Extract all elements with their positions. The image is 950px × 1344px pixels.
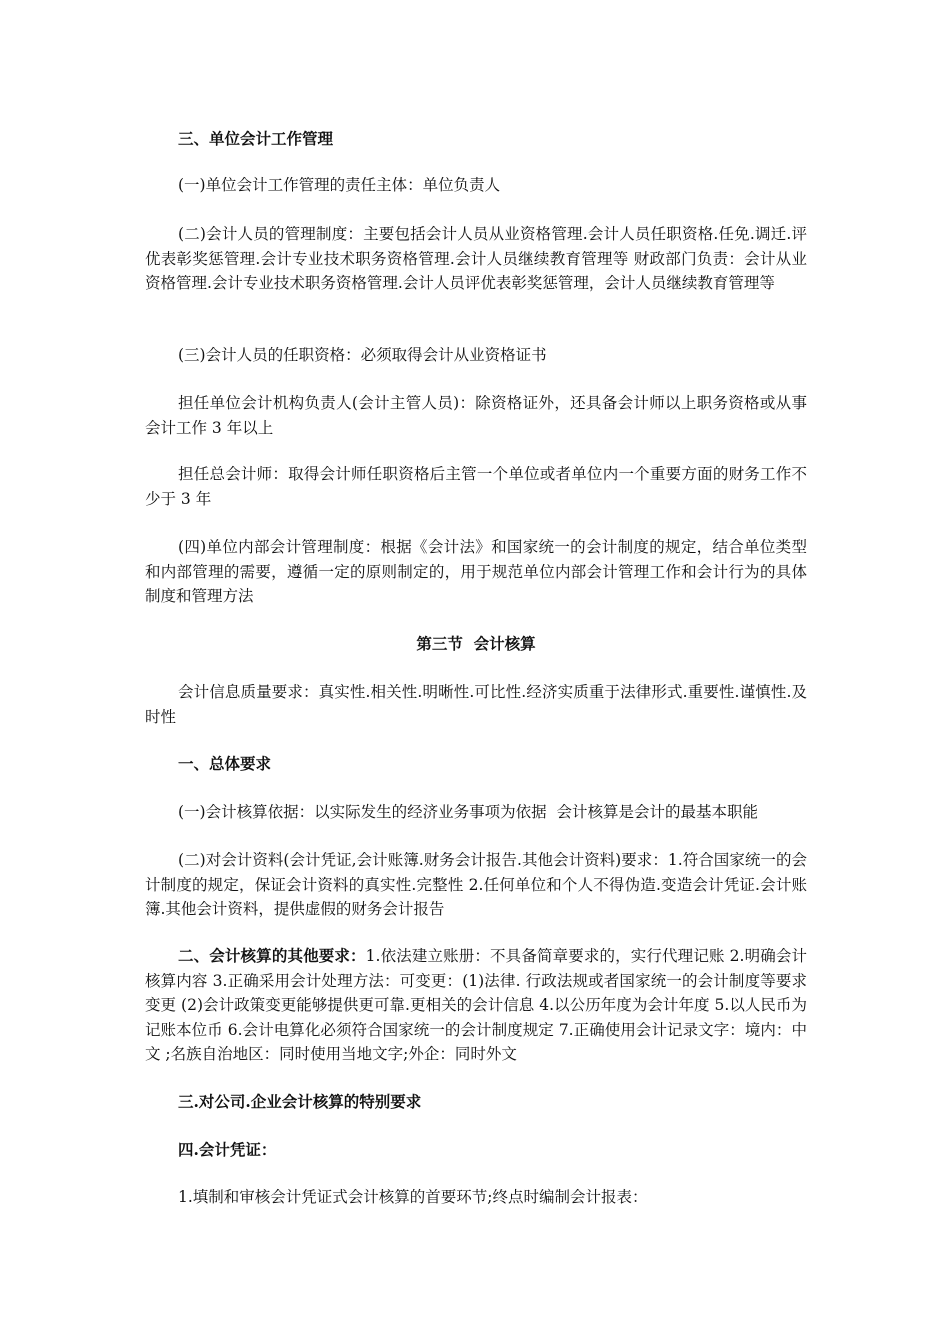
paragraph-responsible-subject: (一)单位会计工作管理的责任主体：单位负责人: [178, 176, 501, 194]
paragraph-internal-rules: (四)单位内部会计管理制度：根据《会计法》和国家统一的会计制度的规定，结合单位类型和内部管理的需要，遵循一定的原则制定的，用于规范单位内部会计管理工作和会计行为的具体制度和管理方法: [145, 538, 807, 605]
heading-company-requirements: 三.对公司.企业会计核算的特别要求: [178, 1092, 422, 1111]
heading-unit-accounting-management: 三、单位会计工作管理: [178, 129, 334, 148]
paragraph-personnel-management: (二)会计人员的管理制度：主要包括会计人员从业资格管理.会计人员任职资格.任免.调迁.评优表彰奖惩管理.会计专业技术职务资格管理.会计人员继续教育管理等 财政部门负责：会计从业资格管理.会计专业技术职务资格管理.会计人员评优表彰奖惩管理，会计人员继续教育管理等: [145, 225, 807, 292]
section-title-accounting: 第三节 会计核算: [416, 634, 536, 653]
paragraph-accounting-basis: (一)会计核算依据：以实际发生的经济业务事项为依据 会计核算是会计的最基本职能: [178, 803, 758, 821]
heading-other-requirements: 二、会计核算的其他要求：: [178, 946, 366, 965]
paragraph-chief-accountant: 担任总会计师：取得会计师任职资格后主管一个单位或者单位内一个重要方面的财务工作不少于 3 年: [145, 465, 807, 508]
paragraph-voucher-first-step: 1.填制和审核会计凭证式会计核算的首要环节;终点时编制会计报表：: [178, 1188, 648, 1206]
paragraph-other-requirements: [145, 944, 807, 1067]
paragraph-data-requirements: (二)对会计资料(会计凭证,会计账簿.财务会计报告.其他会计资料)要求：1.符合国家统一的会计制度的规定，保证会计资料的真实性.完整性 2.任何单位和个人不得伪造.变造会计凭证.会计账簿.其他会计资料，提供虚假的财务会计报告: [145, 851, 807, 918]
paragraph-quality-requirements: 会计信息质量要求：真实性.相关性.明晰性.可比性.经济实质重于法律形式.重要性.谨慎性.及时性: [145, 683, 807, 726]
heading-general-requirements: 一、总体要求: [178, 754, 272, 773]
other-requirements-text: 1.依法建立账册：不具备简章要求的，实行代理记账 2.明确会计核算内容 3.正确采用会计处理方法：可变更：(1)法律. 行政法规或者国家统一的会计制度等要求变更 (2)会计政策变更能够提供更可靠.更相关的会计信息 4.以公历年度为会计年度 5.以人民币为记账本位币 6.会计电算化必须符合国家统一的会计制度规定 7.正确使用会计记录文字：境内：中文 ;名族自治地区：同时使用当地文字;外企：同时外文: [145, 947, 807, 1063]
paragraph-qualification: (三)会计人员的任职资格：必须取得会计从业资格证书: [178, 346, 547, 364]
paragraph-head-of-accounting: 担任单位会计机构负责人(会计主管人员)：除资格证外，还具备会计师以上职务资格或从事会计工作 3 年以上: [145, 394, 807, 437]
heading-vouchers: 四.会计凭证：: [178, 1140, 277, 1159]
